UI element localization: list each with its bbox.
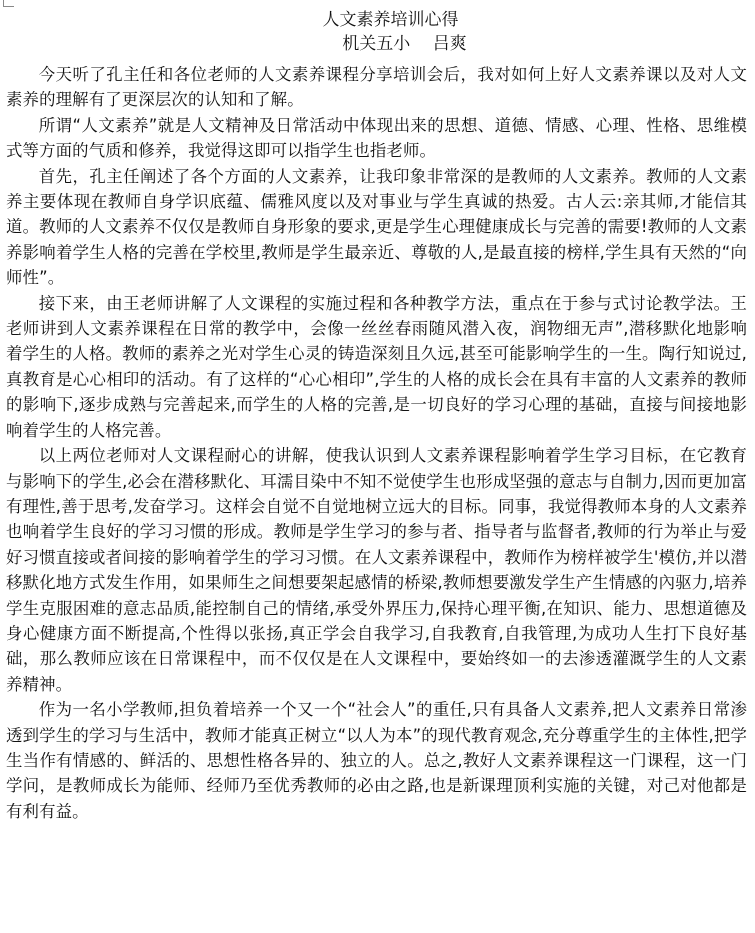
paragraph-3: 首先，孔主任阐述了各个方面的人文素养，让我印象非常深的是教师的人文素养。教师的人文素养主要体现在教师自身学识底蕴、儒雅风度以及对事业与学生真诚的热爱。古人云:亲其师,才能信其道。教师的人文素养不仅仅是教师自身形象的要求,更是学生心理健康成长与完善的需要!教师的人文素养影响着学生人格的完善在学校里,教师是学生最亲近、尊敬的人,是最直接的榜样,学生具有天然的“向师性”。 bbox=[6, 166, 747, 288]
paragraph-2: 所谓“人文素养”就是人文精神及日常活动中体现出来的思想、道德、情感、心理、性格、思维模式等方面的气质和修养，我觉得这即可以指学生也指老师。 bbox=[6, 115, 747, 161]
document-author: 机关五小 吕爽 bbox=[342, 34, 467, 54]
document-title: 人文素养培训心得 bbox=[322, 10, 459, 30]
page-corner-mark bbox=[3, 0, 14, 7]
paragraph-1: 今天听了孔主任和各位老师的人文素养课程分享培训会后，我对如何上好人文素养课以及对人文素养的理解有了更深层次的认知和了解。 bbox=[6, 65, 747, 110]
paragraph-5: 以上两位老师对人文课程耐心的讲解，使我认识到人文素养课程影响着学生学习目标，在它教育与影响下的学生,必会在潜移默化、耳濡目染中不知不觉使学生也形成坚强的意志与自制力,因而更加富有理性,善于思考,发奋学习。这样会自觉不自觉地树立远大的目标。同事，我觉得教师本身的人文素养也响着学生良好的学习习惯的形成。教师是学生学习的参与者、指导者与监督者,教师的行为举止与爱好习惯直接或者间接的影响着学生的学习习惯。在人文素养课程中，教师作为榜样被学生'模仿,并以潜移默化地方式发生作用，如果师生之间想要架起感情的桥梁,教师想要激发学生产生情感的內驱力,培养学生克服困难的意志品质,能控制自己的情绪,承受外界压力,保持心理平衡,在知识、能力、思想道德及身心健康方面不断提高,个性得以张扬,真正学会自我学习,自我教育,自我管理,为成功人生打下良好基础，那么教师应该在日常课程中，而不仅仅是在人文课程中，要始终如一的去渗透灌溉学生的人文素养精神。 bbox=[6, 446, 747, 694]
paragraph-6: 作为一名小学教师,担负着培养一个又一个“社会人”的重任,只有具备人文素养,把人文素养日常渗透到学生的学习与生活中，教师才能真正树立“以人为本”的现代教育观念,充分尊重学生的主体性,把学生当作有情感的、鲜活的、思想性格各异的、独立的人。总之,教好人文素养课程这一门课程，这一门学问，是教师成长为能师、经师乃至优秀教师的必由之路,也是新课理顶利实施的关键，对己对他都是有利有益。 bbox=[6, 700, 747, 821]
document-body bbox=[6, 8, 747, 824]
paragraph-4: 接下来，由王老师讲解了人文课程的实施过程和各种教学方法，重点在于参与式讨论教学法。王老师讲到人文素养课程在日常的教学中，会像一丝丝春雨随风潜入夜，润物细无声”,潜移默化地影响着学生的人格。教师的素养之光对学生心灵的铸造深刻且久远,甚至可能影响学生的一生。陶行知说过,真教育是心心相印的活动。有了这样的“心心相印”,学生的人格的成长会在具有丰富的人文素养的教师的影响下,逐步成熟与完善起来,而学生的人格的完善,是一切良好的学习心理的基础，直接与间接地影响着学生的人格完善。 bbox=[6, 293, 747, 440]
